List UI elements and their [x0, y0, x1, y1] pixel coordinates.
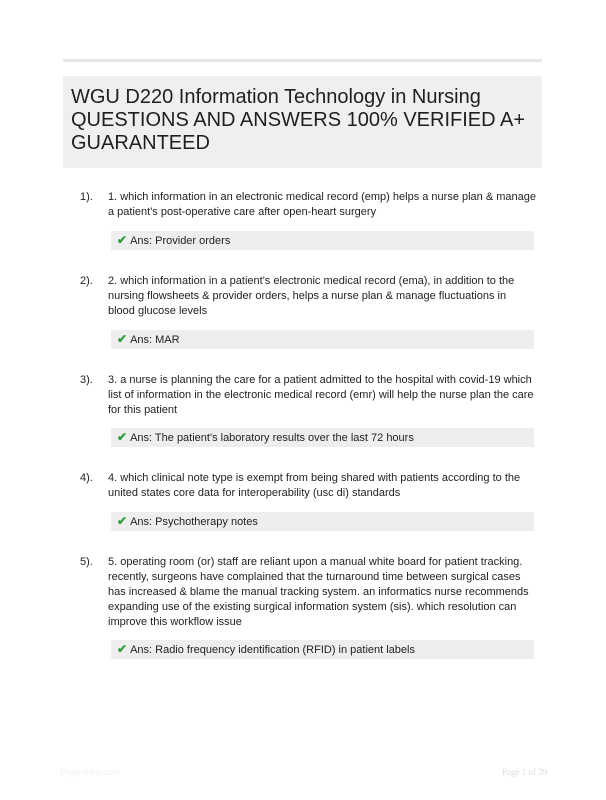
answer-text: Ans: Psychotherapy notes [130, 516, 258, 528]
question-text: 5. operating room (or) staff are reliant upon a manual white board for patient tracking. recently, surgeons have complained that the turnaround time between surgical cases has increased & blame the manual tracking system. an informatics nurse recommends expanding use of the existing surgical information system (sis). which resolution can improve this workflow issue [108, 556, 529, 628]
answer-box [111, 512, 534, 531]
check-icon: ✔ [117, 332, 128, 346]
question-number: 2). [80, 275, 93, 287]
answer-box [111, 231, 534, 250]
answer-text: Ans: Radio frequency identification (RFID) in patient labels [130, 644, 415, 656]
question-number: 4). [80, 472, 93, 484]
question-text: 1. which information in an electronic medical record (emp) helps a nurse plan & manage a patient's post-operative care after open-heart surgery [108, 191, 536, 218]
question-number: 3). [80, 374, 93, 386]
check-icon: ✔ [117, 430, 128, 444]
question-number: 5). [80, 556, 93, 568]
check-icon: ✔ [117, 642, 128, 656]
question-text: 2. which information in a patient's electronic medical record (ema), in addition to the nursing flowsheets & provider orders, helps a nurse plan & manage fluctuations in blood glucose levels [108, 275, 515, 317]
title-box [63, 76, 542, 168]
answer-box [111, 640, 534, 659]
answer-box [111, 330, 534, 349]
document-title: WGU D220 Information Technology in Nursing QUESTIONS AND ANSWERS 100% VERIFIED A+ GUARANTEED [71, 86, 526, 154]
answer-text: Ans: The patient's laboratory results over the last 72 hours [130, 432, 414, 444]
check-icon: ✔ [117, 233, 128, 247]
check-icon: ✔ [117, 514, 128, 528]
question-text: 4. which clinical note type is exempt from being shared with patients according to the united states core data for interoperability (usc di) standards [108, 472, 521, 499]
answer-box [111, 428, 534, 447]
question-text: 3. a nurse is planning the care for a patient admitted to the hospital with covid-19 which list of information in the electronic medical record (emr) will help the nurse plan the care for this patient [108, 374, 534, 416]
question-number: 1). [80, 191, 93, 203]
top-divider [63, 59, 542, 62]
page-number: Page 1 of 39 [502, 767, 548, 777]
answer-text: Ans: Provider orders [130, 235, 231, 247]
answer-text: Ans: MAR [130, 334, 180, 346]
footer-watermark: Paperfolio.com [60, 767, 121, 777]
